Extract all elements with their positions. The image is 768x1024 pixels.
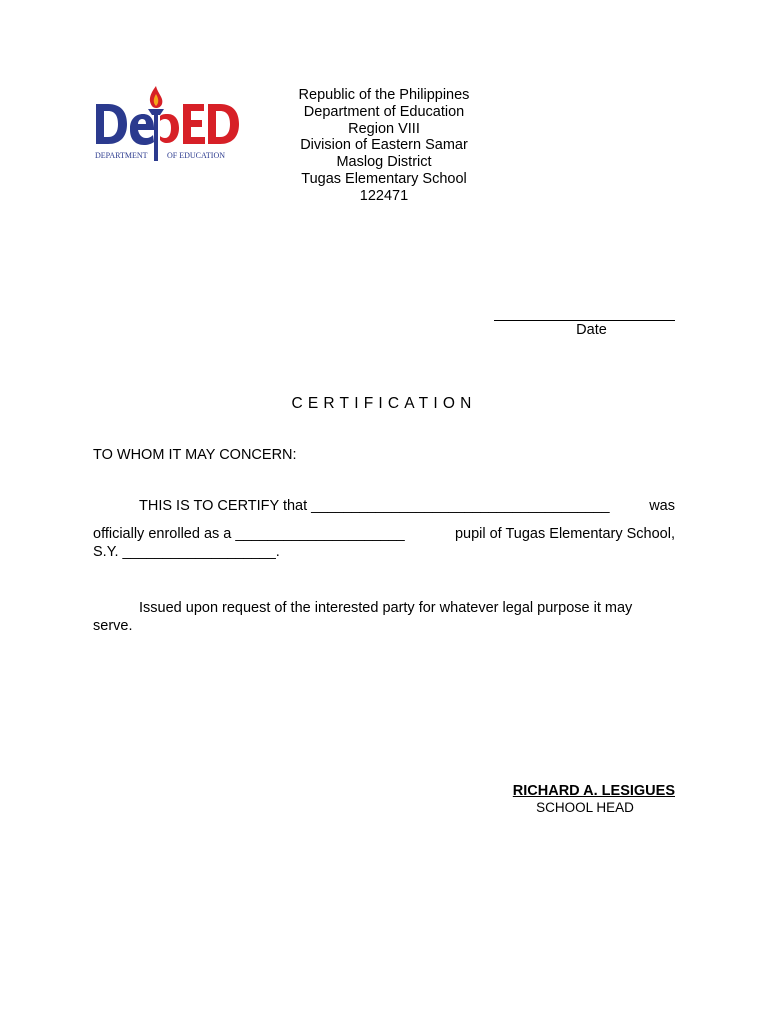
header-school-id: 122471 [359,187,409,204]
header-school: Tugas Elementary School [301,170,467,187]
deped-logo [94,82,240,164]
header-region: Region VIII [348,120,420,137]
salutation: TO WHOM IT MAY CONCERN: [93,447,297,463]
letterhead [284,87,484,205]
certify-line-2-right: pupil of Tugas Elementary School, [454,526,675,542]
certify-line-1-right: was [649,498,675,514]
document-title: CERTIFICATION [291,395,477,412]
certify-line-2-left: officially enrolled as a _____________________ [93,526,405,542]
signatory-position: SCHOOL HEAD [536,800,634,815]
issued-paragraph: Issued upon request of the interested party for whatever legal purpose it may serve. [93,600,633,634]
signatory-block [495,783,675,815]
svg-text:OF EDUCATION: OF EDUCATION [167,151,225,160]
date-blank-line [494,306,675,321]
header-district: Maslog District [336,154,432,171]
deped-logo-icon [94,82,240,164]
certify-line-1 [93,497,675,515]
signatory-name: RICHARD A. LESIGUES [512,783,675,799]
certify-line-2 [93,525,675,543]
svg-text:DEPARTMENT: DEPARTMENT [95,151,148,160]
certify-line-3: S.Y. ___________________. [93,544,280,560]
header-division: Division of Eastern Samar [300,137,468,154]
certify-line-1-left: THIS IS TO CERTIFY that _____________________________________ [139,498,610,514]
header-department: Department of Education [303,103,465,120]
date-block [494,306,675,339]
date-label: Date [576,322,607,338]
header-country: Republic of the Philippines [298,87,470,103]
